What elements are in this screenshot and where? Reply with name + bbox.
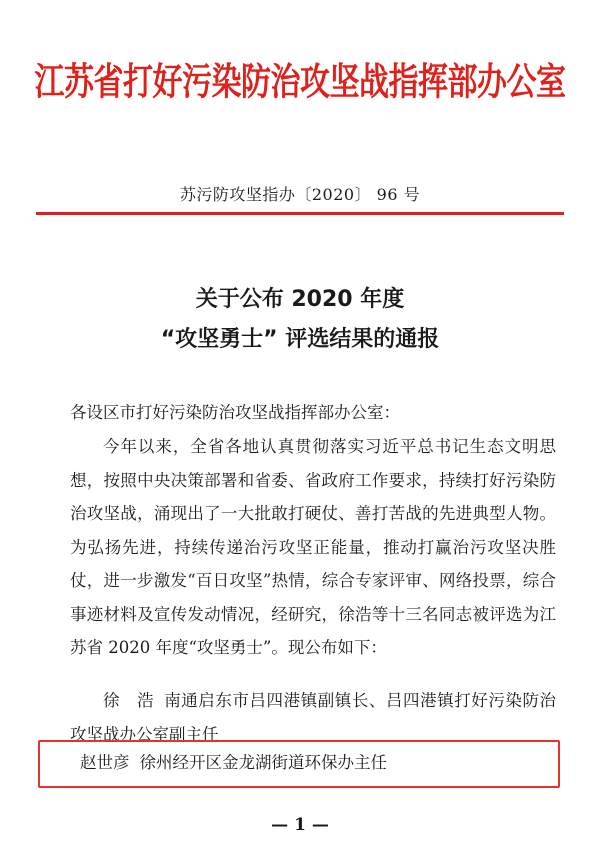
page-number: — 1 —	[271, 815, 329, 835]
awardee-entry-highlighted	[80, 751, 387, 775]
awardee-title: 徐州经开区金龙湖街道环保办主任	[139, 753, 387, 772]
awardee-name: 徐 浩	[103, 691, 155, 710]
title-line-1: 关于公布 2020 年度	[195, 287, 405, 312]
masthead: 江苏省打好污染防治攻坚战指挥部办公室	[34, 60, 566, 105]
awardee-title: 南通启东市吕四港镇副镇长、吕四港镇打好污染防治攻坚战办公室副主任	[70, 691, 557, 744]
body-paragraph: 今年以来，全省各地认真贯彻落实习近平总书记生态文明思想，按照中央决策部署和省委、省政府工作要求，持续打好污染防治攻坚战，涌现出了一大批敢打硬仗、善打苦战的先进典型人物。为弘扬先进，持续传递治污攻坚正能量，推动打赢治污攻坚决胜仗，进一步激发“百日攻坚”热情，综合专家评审、网络投票，综合事迹材料及宣传发动情况，经研究，徐浩等十三名同志被评选为江苏省 2020 年度“攻坚勇士”。现公布如下：	[70, 437, 556, 657]
title-line-2: “攻坚勇士” 评选结果的通报	[160, 327, 440, 352]
document-number: 苏污防攻坚指办〔2020〕 96 号	[179, 185, 421, 204]
red-divider	[36, 212, 564, 215]
awardee-name: 赵世彦	[80, 753, 130, 772]
salutation: 各设区市打好污染防治攻坚战指挥部办公室：	[70, 403, 400, 422]
